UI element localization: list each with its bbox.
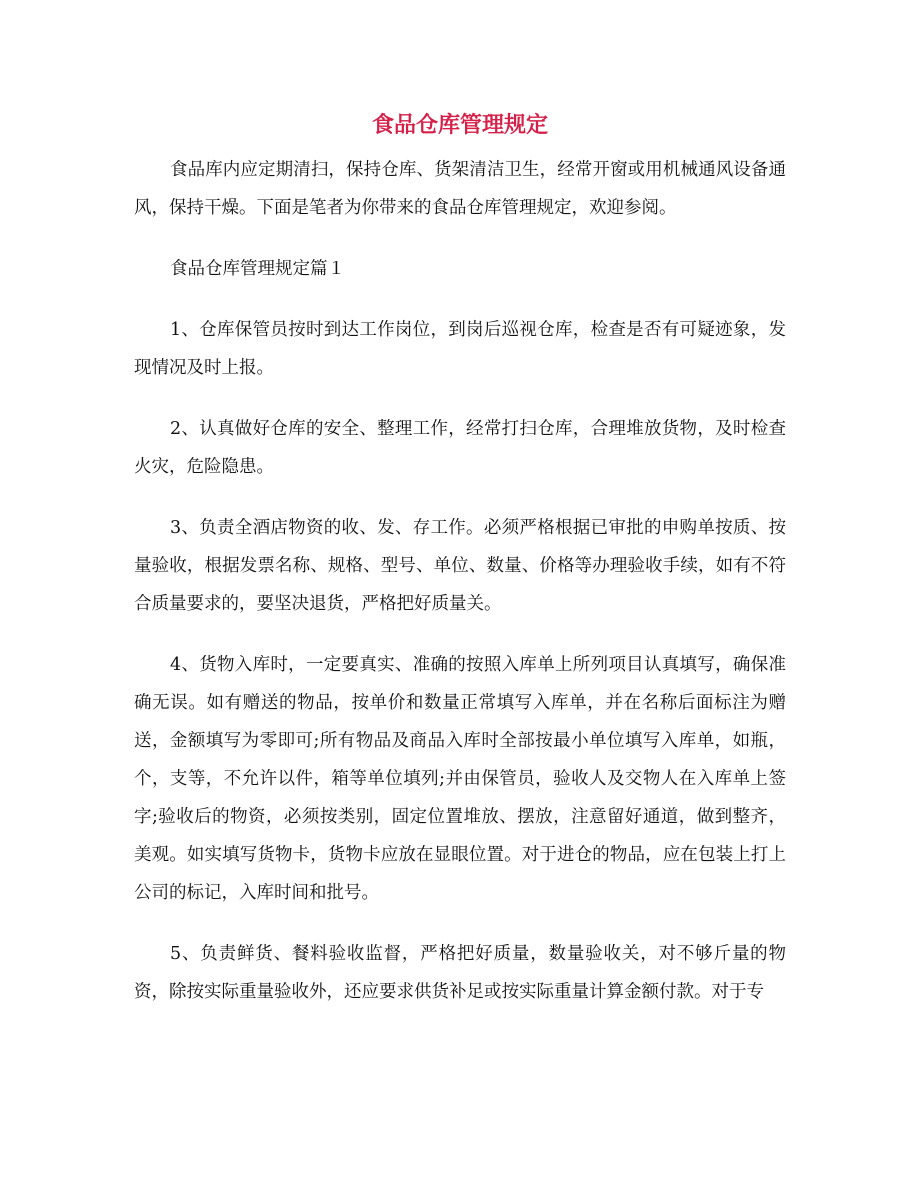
- section-heading: 食品仓库管理规定篇１: [170, 259, 345, 279]
- rule-paragraph-1: 1、仓库保管员按时到达工作岗位，到岗后巡视仓库，检查是否有可疑迹象，发现情况及时上报。: [134, 320, 786, 378]
- rule-paragraph-3: 3、负责全酒店物资的收、发、存工作。必须严格根据已审批的申购单按质、按量验收，根据发票名称、规格、型号、单位、数量、价格等办理验收手续，如有不符合质量要求的，要坚决退货，严格把好质量关。: [134, 518, 786, 614]
- document-body: [134, 151, 786, 1034]
- rule-paragraph-5: 5、负责鲜货、餐料验收监督，严格把好质量，数量验收关，对不够斤量的物资，除按实际重量验收外，还应要求供货补足或按实际重量计算金额付款。对于专: [134, 944, 786, 1002]
- intro-paragraph: 食品库内应定期清扫，保持仓库、货架清洁卫生，经常开窗或用机械通风设备通风，保持干燥。下面是笔者为你带来的食品仓库管理规定，欢迎参阅。: [134, 160, 786, 218]
- rule-paragraph-2: 2、认真做好仓库的安全、整理工作，经常打扫仓库，合理堆放货物，及时检查火灾，危险隐患。: [134, 419, 786, 477]
- rule-paragraph-4: 4、货物入库时，一定要真实、准确的按照入库单上所列项目认真填写，确保准确无误。如有赠送的物品，按单价和数量正常填写入库单，并在名称后面标注为赠送，金额填写为零即可;所有物品及商品入库时全部按最小单位填写入库单，如瓶，个，支等，不允许以件，箱等单位填列;并由保管员，验收人及交物人在入库单上签字;验收后的物资，必须按类别，固定位置堆放、摆放，注意留好通道，做到整齐，美观。如实填写货物卡，货物卡应放在显眼位置。对于进仓的物品，应在包装上打上公司的标记，入库时间和批号。: [134, 655, 786, 903]
- document-title: 食品仓库管理规定: [371, 113, 548, 138]
